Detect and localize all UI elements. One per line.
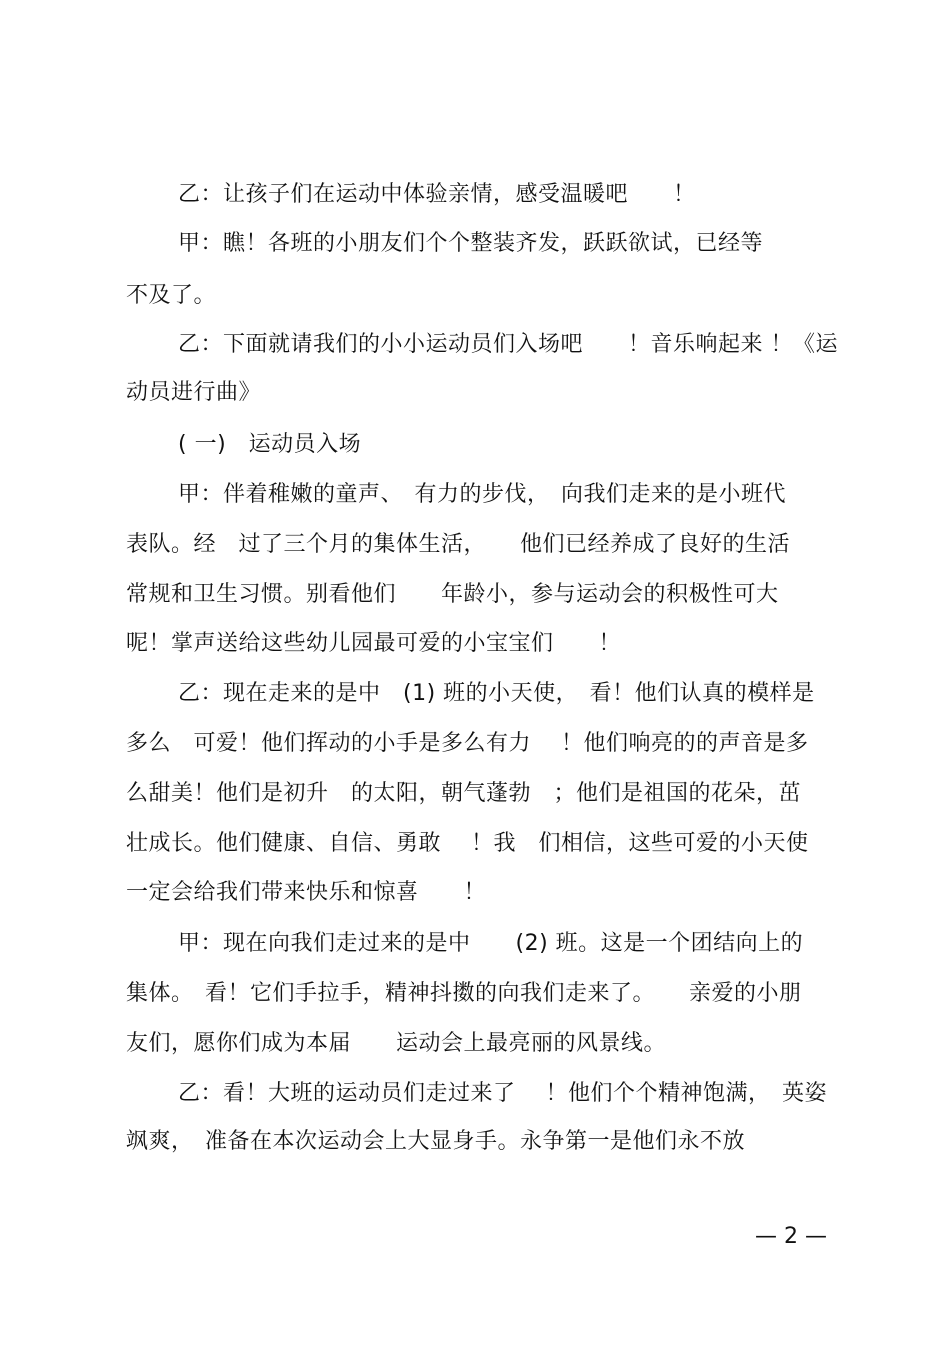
text-line: 表队。经 过了三个月的集体生活， 他们已经养成了良好的生活 [126, 532, 791, 557]
text-line: 乙：让孩子们在运动中体验亲情，感受温暖吧 ！ [178, 182, 696, 207]
text-line: 常规和卫生习惯。别看他们 年龄小，参与运动会的积极性可大 [126, 582, 779, 607]
text-line: 乙：现在走来的是中 (1) 班的小天使， 看！他们认真的模样是 [178, 681, 815, 706]
text-line: 友们，愿你们成为本届 运动会上最亮丽的风景线。 [126, 1031, 667, 1056]
text-line: 乙：看！大班的运动员们走过来了 ！他们个个精神饱满， 英姿 [178, 1081, 827, 1106]
text-line: 动员进行曲》 [126, 380, 262, 405]
text-line: 一定会给我们带来快乐和惊喜 ！ [126, 880, 487, 905]
text-line: 呢！掌声送给这些幼儿园最可爱的小宝宝们 ！ [126, 631, 622, 656]
text-line: 壮成长。他们健康、自信、勇敢 ！我 们相信，这些可爱的小天使 [126, 831, 809, 856]
text-line: 甲：现在向我们走过来的是中 (2) 班。这是一个团结向上的 [178, 931, 804, 956]
text-line: 么甜美！他们是初升 的太阳，朝气蓬勃 ；他们是祖国的花朵，茁 [126, 781, 802, 806]
text-line: 甲：伴着稚嫩的童声、 有力的步伐， 向我们走来的是小班代 [178, 482, 787, 507]
section-heading: ( 一) 运动员入场 [178, 432, 362, 457]
text-line: 乙：下面就请我们的小小运动员们入场吧 ！音乐响起来 ！《运 [178, 332, 838, 357]
text-line: 多么 可爱！他们挥动的小手是多么有力 ！他们响亮的的声音是多 [126, 731, 809, 756]
text-line: 甲：瞧！各班的小朋友们个个整装齐发，跃跃欲试，已经等 [178, 231, 764, 256]
page-number: — 2 — [755, 1224, 827, 1249]
text-line: 飒爽， 准备在本次运动会上大显身手。永争第一是他们永不放 [126, 1129, 746, 1154]
text-line: 集体。 看！它们手拉手，精神抖擞的向我们走来了。 亲爱的小朋 [126, 981, 802, 1006]
text-line: 不及了。 [126, 283, 217, 308]
